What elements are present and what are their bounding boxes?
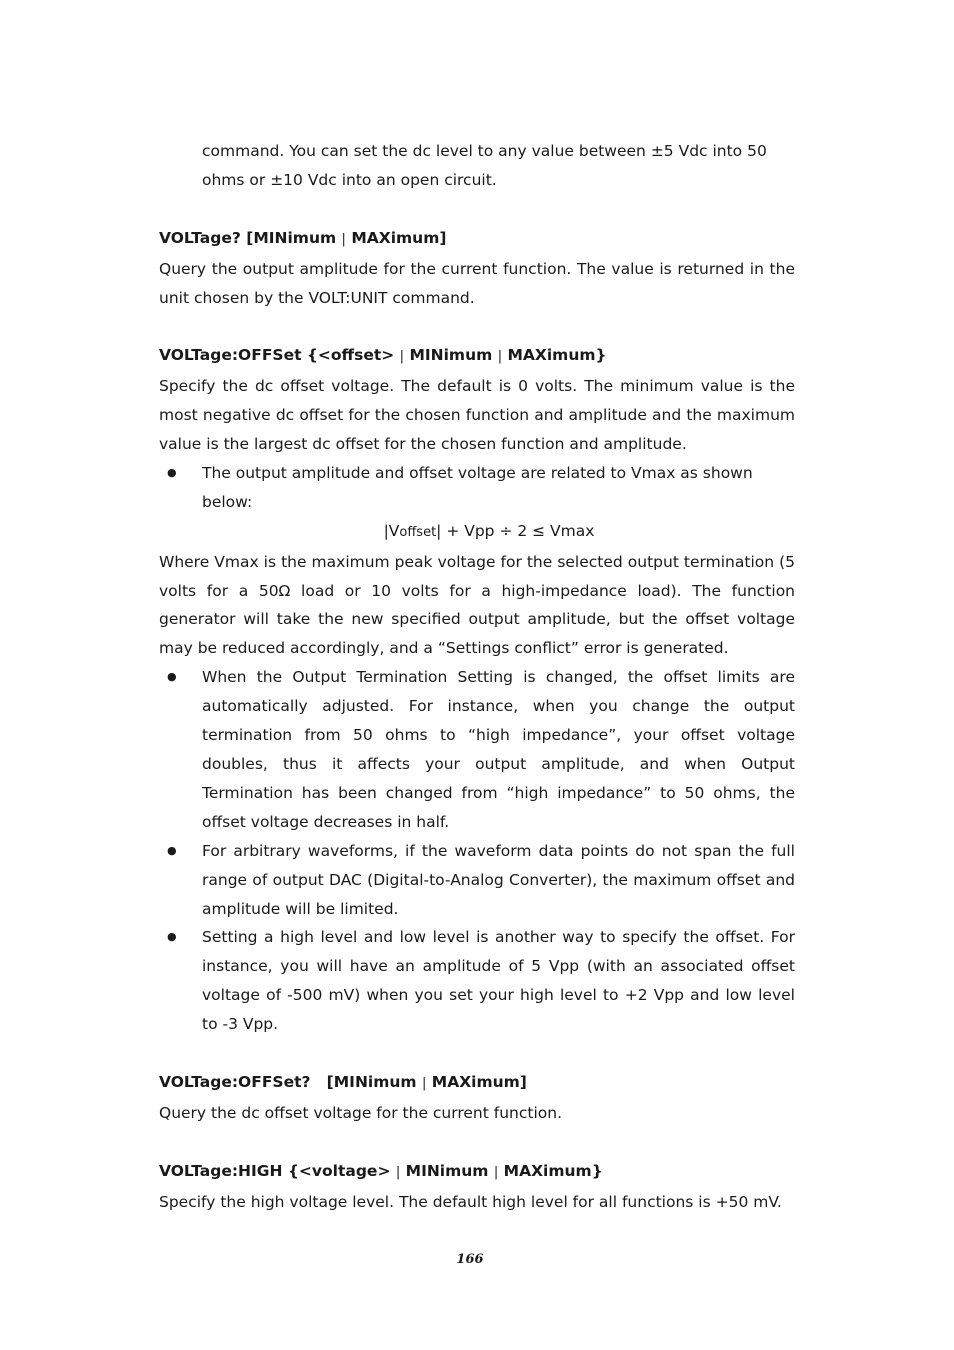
offset-query-body: Query the dc offset voltage for the current function. [159, 1103, 562, 1122]
high-body: Specify the high voltage level. The default high level for all functions is +50 mV. [159, 1192, 782, 1211]
bullet-item-vmax: ● The output amplitude and offset voltage are related to Vmax as shown below: [159, 459, 795, 517]
volt-query-heading: VOLTage? [MINimum | MAXimum] [159, 228, 447, 247]
offset-query-heading: VOLTage:OFFSet? [MINimum | MAXimum] [159, 1072, 527, 1091]
page-content [159, 137, 795, 1216]
bullet-icon: ● [167, 465, 177, 479]
intro-line-2: ohms or ±10 Vdc into an open circuit. [202, 170, 497, 189]
high-heading: VOLTage:HIGH {<voltage> | MINimum | MAXimum} [159, 1161, 603, 1180]
intro-line-1: command. You can set the dc level to any value between ±5 Vdc into 50 [202, 142, 767, 160]
bullet-item-arbitrary: ● For arbitrary waveforms, if the waveform data points do not span the full range of output DAC (Digital-to-Analog Converter), the maximum offset and amplitude will be limited. [159, 837, 795, 924]
offset-body: Specify the dc offset voltage. The default is 0 volts. The minimum value is the most negative dc offset for the chosen function and amplitude and the maximum value is the largest dc offset for the chosen function and amplitude. [159, 377, 795, 454]
volt-query-body: Query the output amplitude for the current function. The value is returned in the unit chosen by the VOLT:UNIT command. [159, 259, 795, 307]
bullet-item-high-low: ● Setting a high level and low level is another way to specify the offset. For instance, you will have an amplitude of 5 Vpp (with an associated offset voltage of -500 mV) when you set your high level to +2 Vpp and low level to -3 Vpp. [159, 923, 795, 1039]
offset-explanation: Where Vmax is the maximum peak voltage for the selected output termination (5 volts for a 50Ω load or 10 volts for a high-impedance load). The function generator will take the new specified output amplitude, but the offset voltage may be reduced accordingly, and a “Settings conflict” error is generated. [159, 552, 795, 658]
bullet-icon: ● [167, 670, 177, 684]
bullet-icon: ● [167, 843, 177, 857]
offset-heading: VOLTage:OFFSet {<offset> | MINimum | MAXimum} [159, 346, 607, 365]
page-number: 166 [456, 1252, 484, 1267]
bullet-icon: ● [167, 930, 177, 944]
bullet-item-termination: ● When the Output Termination Setting is changed, the offset limits are automatically adjusted. For instance, when you change the output termination from 50 ohms to “high impedance”, your offset voltage doubles, thus it affects your output amplitude, and when Output Termination has been changed from “high impedance” to 50 ohms, the offset voltage decreases in half. [159, 663, 795, 836]
offset-formula: |Voffset| + Vpp ÷ 2 ≤ Vmax [383, 521, 595, 540]
